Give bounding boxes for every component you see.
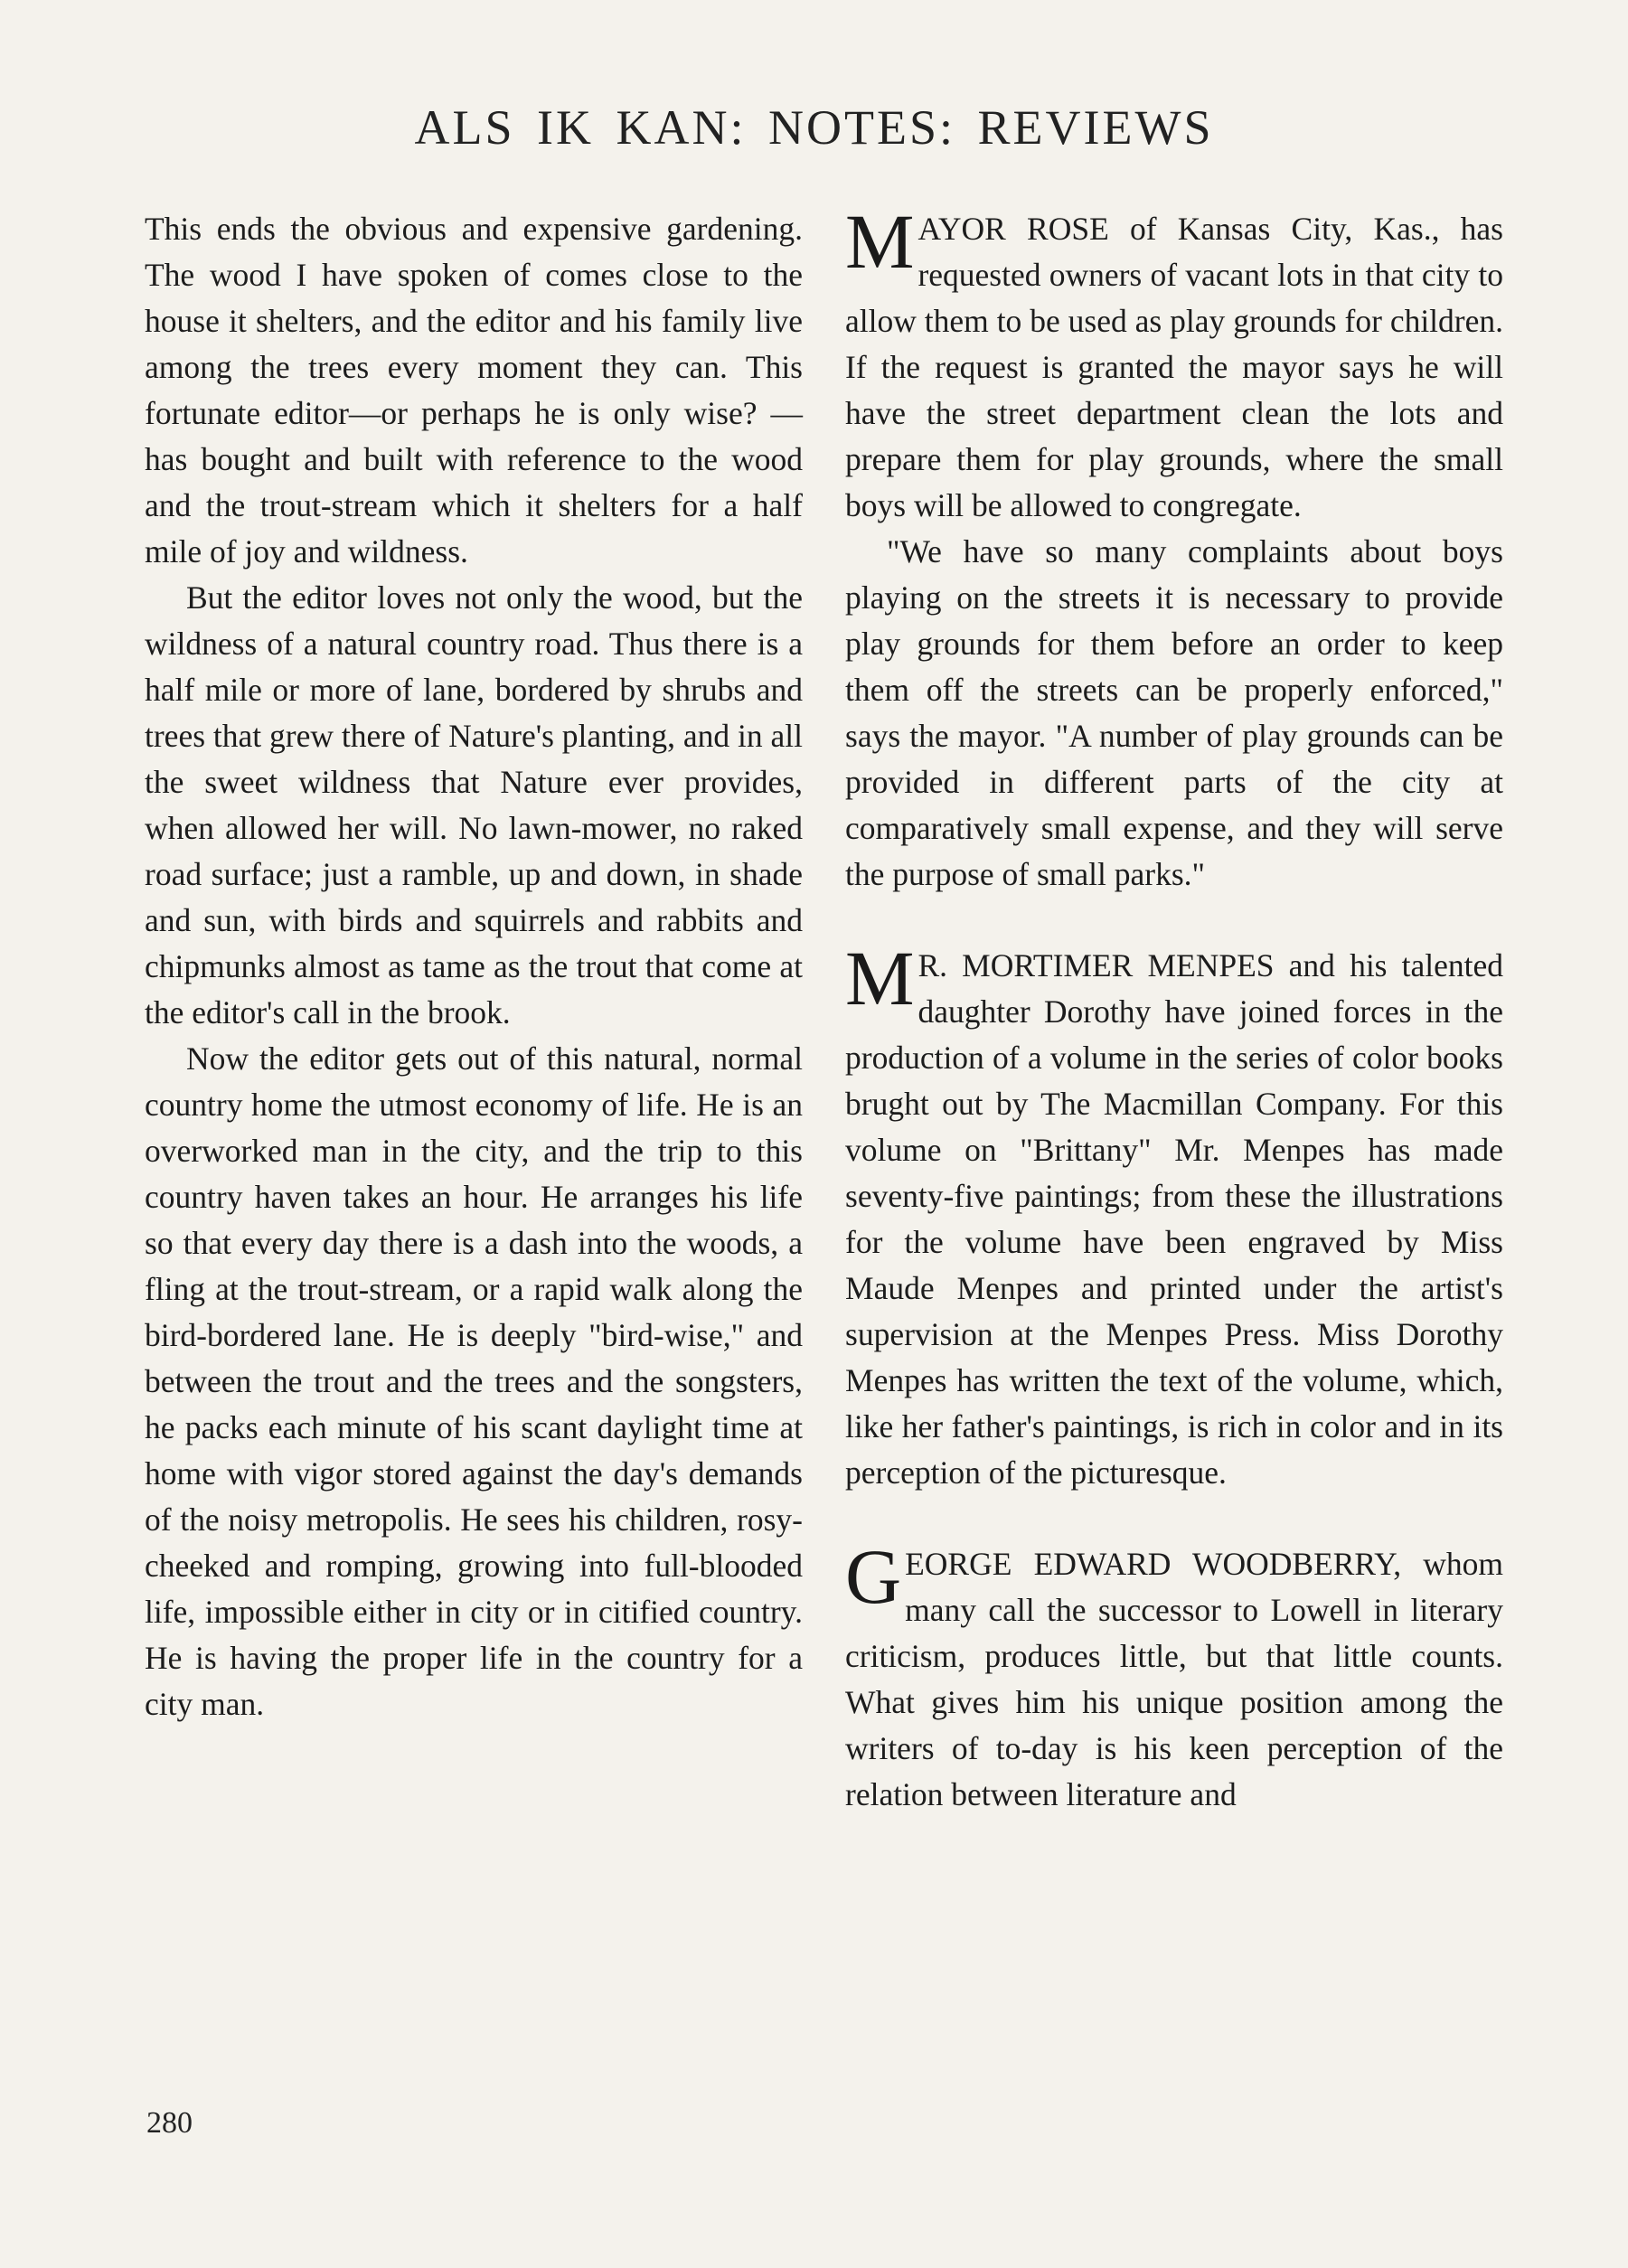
right-column bbox=[845, 198, 1503, 1818]
left-column bbox=[145, 206, 803, 1727]
page-title: ALS IK KAN: NOTES: REVIEWS bbox=[414, 100, 1214, 155]
page-number: 280 bbox=[146, 2106, 193, 2140]
dropcap-letter: M bbox=[845, 198, 915, 285]
paragraph-country-road: But the editor loves not only the wood, but the wildness of a natural country road. Thus there is a half mile or more of lane, bordered by shrubs and trees that grew there of Nature's planting, and in all the sweet wildness that Nature ever provides, when allowed her will. No lawn-mower, no raked road surface; just a ramble, up and down, in shade and sun, with birds and squirrels and rabbits and chipmunks almost as tame as the trout that come at the editor's call in the brook. bbox=[145, 579, 803, 1030]
paragraph-mayor-rose: AYOR ROSE of Kansas City, Kas., has requested owners of vacant lots in that city to allow them to be used as play grounds for children. If the request is granted the mayor says he will have the street department clean the lots and prepare them for play grounds, where the small boys will be allowed to congregate. bbox=[845, 211, 1503, 523]
note-mayor-rose bbox=[845, 198, 1503, 898]
paragraph-gardening: This ends the obvious and expensive gardening. The wood I have spoken of comes close to the house it shelters, and the editor and his family live among the trees every moment they can. This fortunate editor—or perhaps he is only wise? —has bought and built with reference to the wood and the trout-stream which it shelters for a half mile of joy and wildness. bbox=[145, 211, 803, 569]
note-mortimer-menpes bbox=[845, 935, 1503, 1496]
dropcap-letter: M bbox=[845, 935, 915, 1021]
paragraph-economy-of-life: Now the editor gets out of this natural, normal country home the utmost economy of life. He is an overworked man in the city, and the trip to this country haven takes an hour. He arranges his life so that every day there is a dash into the woods, a fling at the trout-stream, or a rapid walk along the bird-bordered lane. He is deeply "bird-wise," and between the trout and the trees and the songsters, he packs each minute of his scant daylight time at home with vigor stored against the day's demands of the noisy metropolis. He sees his children, rosy-cheeked and romping, growing into full-blooded life, impossible either in city or in citified country. He is having the proper life in the country for a city man. bbox=[145, 1040, 803, 1722]
paragraph-woodberry: EORGE EDWARD WOODBERRY, whom many call the successor to Lowell in literary criticism, produces little, but that little counts. What gives him his unique position among the writers of to-day is his keen perception of the relation between literature and bbox=[845, 1546, 1503, 1812]
dropcap-letter: G bbox=[845, 1533, 902, 1620]
paragraph-menpes: R. MORTIMER MENPES and his talented daughter Dorothy have joined forces in the production of a volume in the series of color books brught out by The Macmillan Company. For this volume on "Brittany" Mr. Menpes has made seventy-five paintings; from these the illustrations for the volume have been engraved by Miss Maude Menpes and printed under the artist's supervision at the Menpes Press. Miss Dorothy Menpes has written the text of the volume, which, like her father's paintings, is rich in color and in its perception of the picturesque. bbox=[845, 947, 1503, 1491]
note-woodberry bbox=[845, 1533, 1503, 1818]
paragraph-mayor-quote: "We have so many complaints about boys playing on the streets it is necessary to provide play grounds for them before an order to keep them off the streets can be properly enforced," says the mayor. "A number of play grounds can be provided in different parts of the city at comparatively small expense, and they will serve the purpose of small parks." bbox=[845, 533, 1503, 892]
